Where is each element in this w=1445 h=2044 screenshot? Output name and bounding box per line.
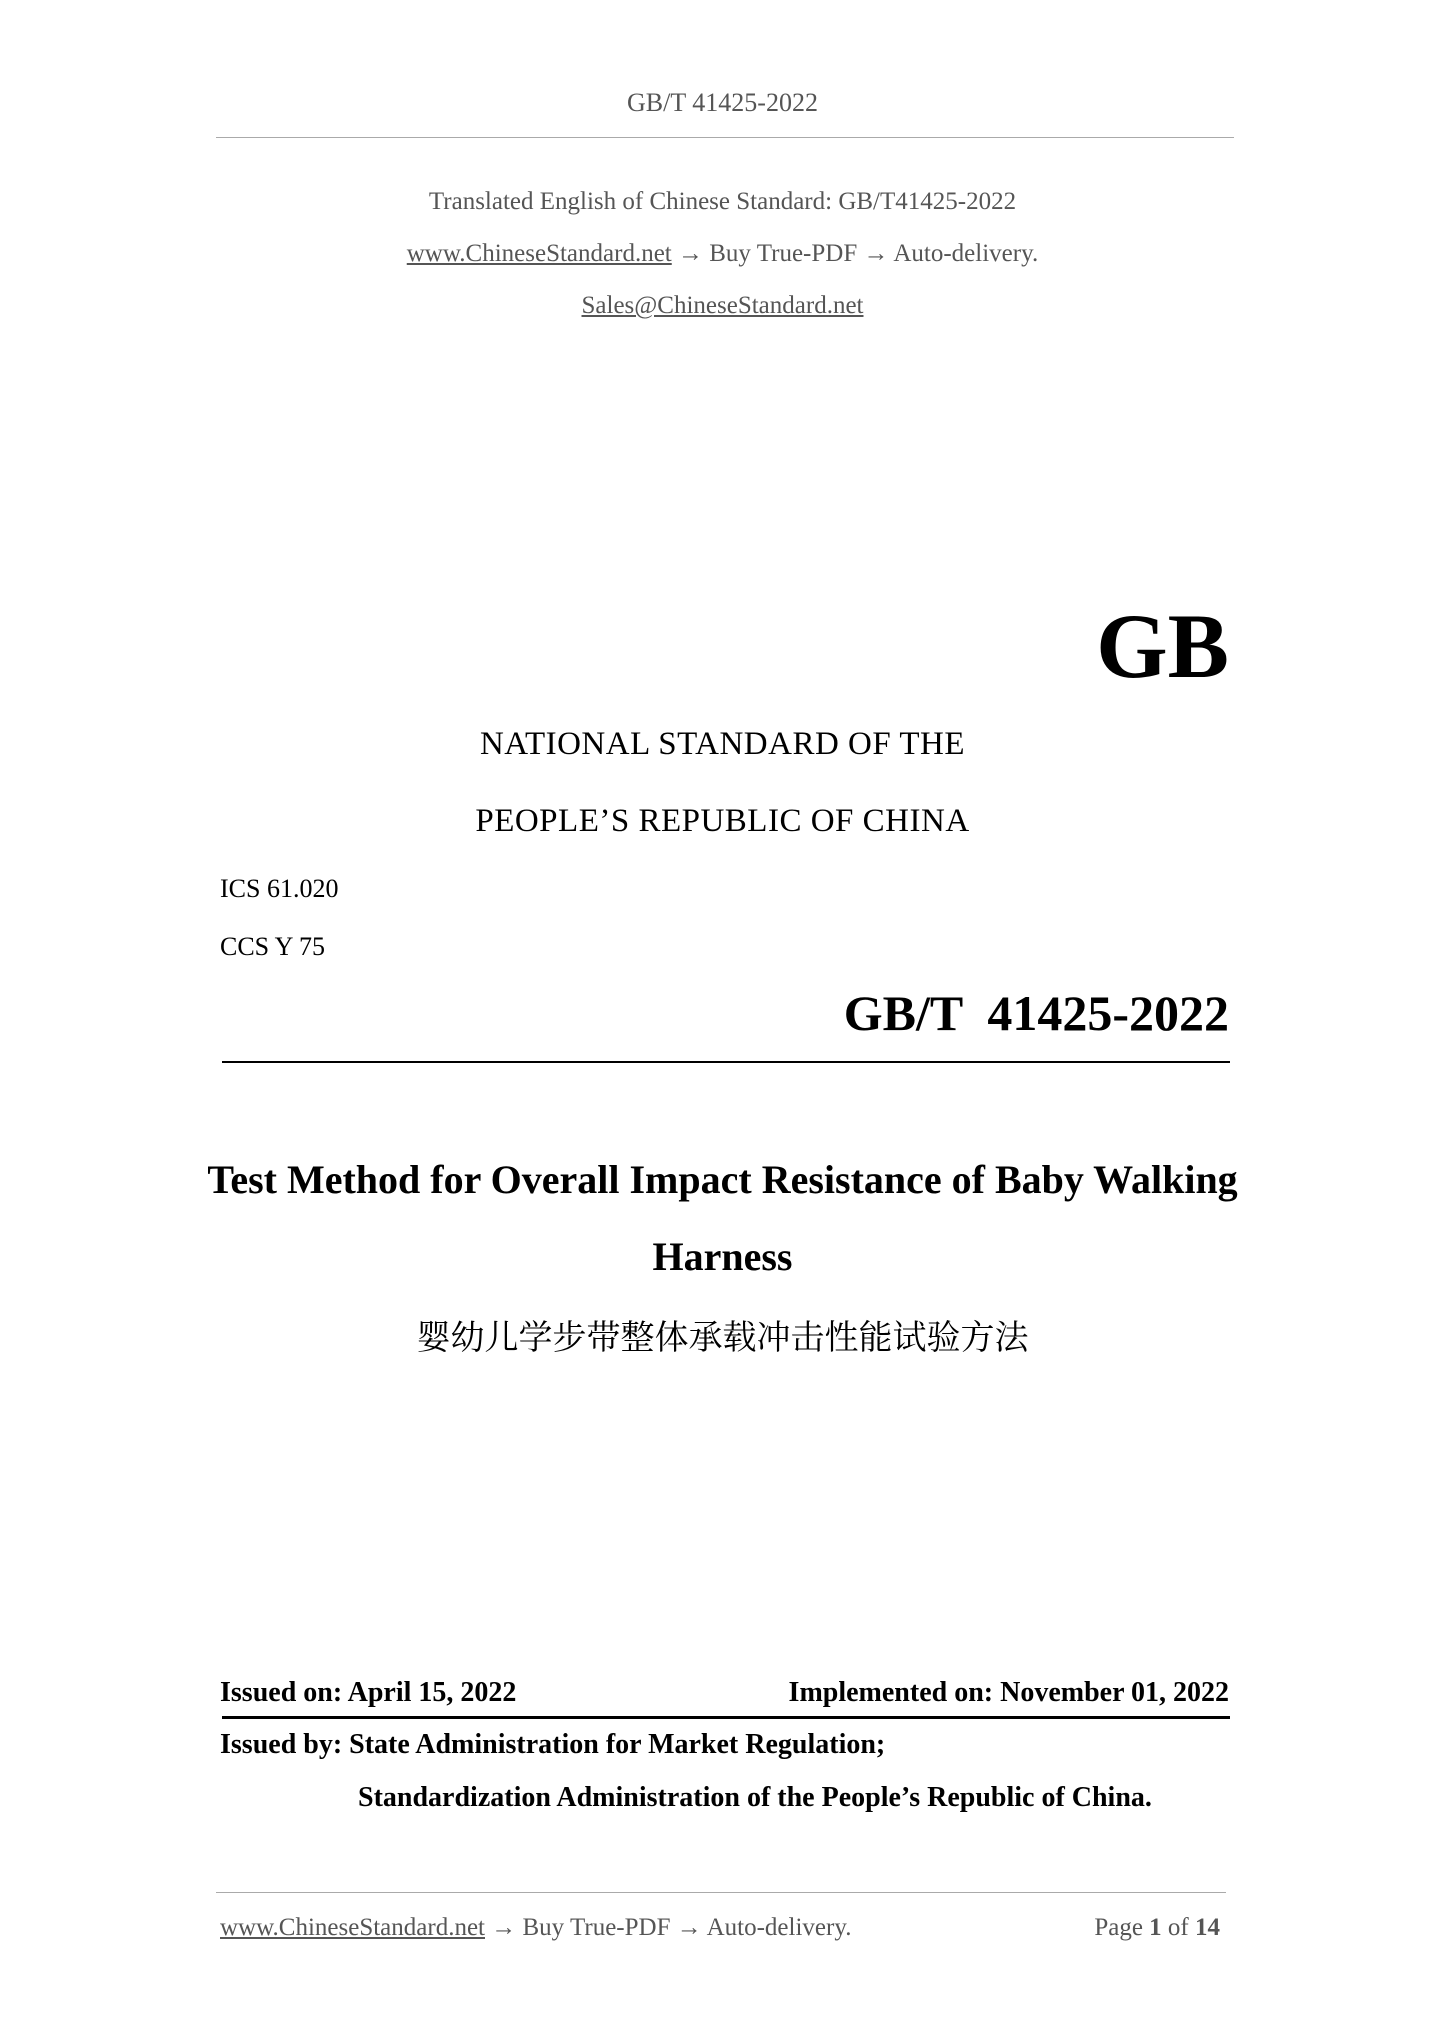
email-link[interactable]: Sales@ChineseStandard.net — [581, 292, 864, 319]
header-divider — [216, 137, 1234, 138]
document-title-line-1: Test Method for Overall Impact Resistance of Baby Walking — [207, 1157, 1238, 1202]
dates-divider — [222, 1716, 1230, 1719]
arrow-icon: → — [678, 240, 703, 267]
standard-number: GB/T 41425-2022 — [843, 985, 1229, 1041]
issued-on: Issued on: April 15, 2022 — [220, 1677, 517, 1708]
gb-logo: GB — [1096, 595, 1229, 697]
arrow-icon: → — [863, 240, 889, 267]
arrow-icon: → — [676, 1914, 702, 1941]
footer-delivery-text: Auto-delivery. — [706, 1914, 852, 1941]
issued-by-line-1: Issued by: State Administration for Market Regulation; — [220, 1729, 886, 1760]
issued-by-line-2: Standardization Administration of the People’s Republic of China. — [358, 1782, 1152, 1813]
purchase-line — [0, 240, 1445, 268]
buy-text: Buy True-PDF — [709, 240, 858, 267]
document-title-line-2: Harness — [652, 1234, 793, 1279]
email-line — [0, 292, 1445, 320]
ics-code: ICS 61.020 — [220, 874, 339, 903]
footer-purchase-line — [220, 1914, 851, 1942]
site-link[interactable]: www.ChineseStandard.net — [406, 240, 672, 267]
implemented-on: Implemented on: November 01, 2022 — [788, 1677, 1229, 1708]
footer-divider — [216, 1892, 1226, 1893]
page-indicator — [1094, 1914, 1220, 1942]
delivery-text: Auto-delivery. — [893, 240, 1039, 267]
national-line-2: PEOPLE’S REPUBLIC OF CHINA — [475, 803, 970, 839]
number-divider — [222, 1061, 1230, 1063]
translation-note: Translated English of Chinese Standard: GB/T41425-2022 — [428, 188, 1017, 215]
arrow-icon: → — [491, 1914, 517, 1941]
footer-site-link[interactable]: www.ChineseStandard.net — [220, 1914, 485, 1941]
page-total: 14 — [1195, 1914, 1220, 1941]
footer-buy-text: Buy True-PDF — [522, 1914, 671, 1941]
running-header: GB/T 41425-2022 — [627, 88, 818, 117]
page-current: 1 — [1149, 1914, 1162, 1941]
national-line-1: NATIONAL STANDARD OF THE — [479, 726, 966, 762]
document-title-chinese: 婴幼儿学步带整体承载冲击性能试验方法 — [416, 1318, 1029, 1358]
page-of-label: of — [1167, 1914, 1189, 1941]
ccs-code: CCS Y 75 — [220, 932, 325, 961]
page-label: Page — [1094, 1914, 1143, 1941]
